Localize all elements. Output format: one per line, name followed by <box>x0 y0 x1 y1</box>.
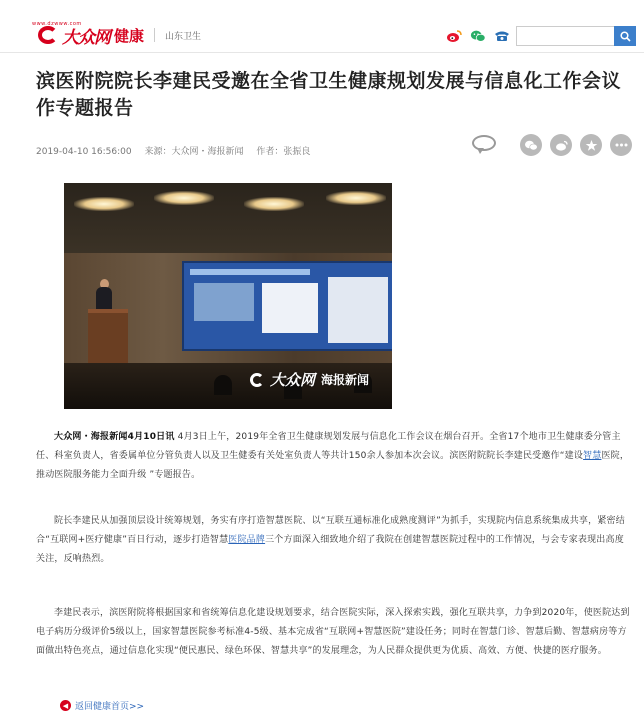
logo-swirl-icon <box>36 24 66 46</box>
logo-url: www.dzwww.com <box>32 21 82 27</box>
paragraph-text: 医院，推动医院服务能力全面升级 ”专题报告。 <box>36 451 630 480</box>
photo-watermark <box>250 369 369 390</box>
logo-text: 大众网 <box>62 27 110 48</box>
header-share-icons <box>446 28 510 44</box>
back-to-health-home-link[interactable] <box>60 699 144 712</box>
wechat-icon[interactable] <box>470 28 486 44</box>
more-icon[interactable] <box>610 134 632 156</box>
wechat-share-icon[interactable] <box>520 134 542 156</box>
paragraph-text: 李建民表示，滨医附院将根据国家和省统筹信息化建设规划要求，结合医院实际，深入探索实践，强化互联共享，力争到2020年，使医院达到电子病历分级评价5级以上，国家智慧医院参考标准4-5级、基本完成省“互联网+智慧医院”建设任务；同时在智慧门诊、智慧后勤、智慧病房等方面做出特色亮点，通过信息化实现“便民惠民、绿色环保、智慧共享”的发展理念，为人民群众提供更为优质、高效、方便、快捷的医疗服务。 <box>36 608 630 656</box>
article-actions <box>472 134 632 156</box>
back-arrow-icon: ◀ <box>60 700 71 711</box>
watermark-news-text: 海报新闻 <box>321 373 370 387</box>
paragraph-text: 4月3日上午，2019年全省卫生健康规划发展与信息化工作会议在烟台召开。全省17个地市卫生健康委分管主任、科室负责人，省委属单位分管负责人以及卫生健委有关处室负责人等共计150余人参加本次会议。滨医附院院长李建民受邀作“建设 <box>36 432 621 461</box>
search-input[interactable] <box>516 26 614 46</box>
article-meta <box>36 144 320 157</box>
back-link-label: 返回健康首页>> <box>75 702 145 712</box>
photo-light <box>244 197 304 211</box>
search-button[interactable] <box>614 26 636 46</box>
site-header <box>0 0 644 53</box>
article-datetime: 2019-04-10 16:56:00 <box>36 147 132 157</box>
article-photo <box>64 183 392 409</box>
photo-light <box>326 191 386 205</box>
article-paragraph-2 <box>36 512 630 569</box>
keyword-link[interactable]: 医院品牌 <box>228 535 266 545</box>
article-paragraph-1 <box>36 428 630 485</box>
photo-projection-screen <box>182 261 392 351</box>
comment-icon[interactable] <box>472 135 498 155</box>
photo-light <box>74 197 134 211</box>
watermark-logo-icon <box>250 373 264 387</box>
search-box <box>516 26 636 46</box>
phone-icon[interactable] <box>494 28 510 44</box>
photo-audience <box>214 375 232 395</box>
paragraph-text: 院长李建民从加强顶层设计统筹规划，务实有序打造智慧医院、以“互联互通标准化成熟度测评”为抓手，实现院内信息系统集成共享，紧密结合“互联网+医疗健康”百日行动，逐步打造智慧 <box>36 516 625 545</box>
favorite-star-icon[interactable] <box>580 134 602 156</box>
article-lead: 大众网・海报新闻4月10日讯 <box>54 432 175 442</box>
region-link[interactable]: 山东卫生 <box>165 31 202 42</box>
channel-name[interactable]: 健康 <box>114 26 145 45</box>
weibo-icon[interactable] <box>446 28 462 44</box>
article-paragraph-3 <box>36 604 630 661</box>
photo-light <box>154 191 214 205</box>
header-divider <box>154 28 155 42</box>
article-title: 滨医附院院长李建民受邀在全省卫生健康规划发展与信息化工作会议作专题报告 <box>36 70 622 119</box>
keyword-link[interactable]: 智慧 <box>583 451 602 461</box>
weibo-share-icon[interactable] <box>550 134 572 156</box>
paragraph-text: 三个方面深入细致地介绍了我院在创建智慧医院过程中的工作情况，与会专家表现出高度关注，反响热烈。 <box>36 535 624 564</box>
watermark-logo-text: 大众网 <box>270 371 316 389</box>
article-author: 作者：张振良 <box>256 147 311 157</box>
search-icon <box>620 31 631 42</box>
article-source: 来源：大众网・海报新闻 <box>144 147 244 157</box>
